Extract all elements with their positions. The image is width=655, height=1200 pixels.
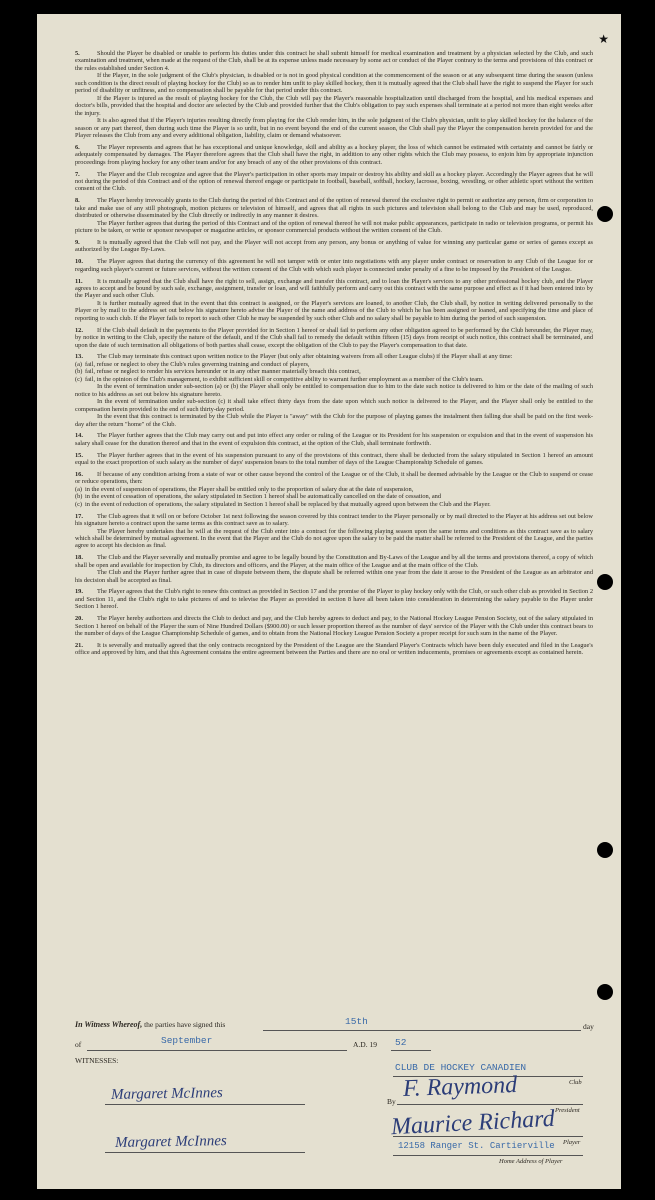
clause-text: The Player agrees that during the currency of this agreement he will not tamper with or enter into negotiations with any player under contract or reservation to any Club of the League for or regarding such player's current or future services, without the written consent of the Club with which such player is connected under penalty of a fine to be imposed by the President of the League. [75, 258, 593, 273]
clause-section [75, 327, 593, 349]
clause-number: 7. [75, 170, 80, 178]
clause-paragraph [75, 642, 593, 657]
year-value: 52 [395, 1037, 407, 1048]
clause-paragraph [75, 197, 593, 219]
clause-text: It is mutually agreed that the Club shall have the right to sell, assign, exchange and transfer this contract, and to loan the Player's services to any other professional hockey club, and the Player agrees to accept and be bound by such sale, exchange, assignment, transfer or loan, and will faithfully perform and carry out this contract with the same purpose and effect as if it had been entered into by the Player and such other Club. [75, 277, 593, 300]
clause-paragraph [75, 50, 593, 72]
clause-section [75, 471, 593, 508]
witnesses-label: WITNESSES: [75, 1056, 119, 1065]
clause-paragraph [75, 327, 593, 349]
subitem-label: (c) [75, 375, 83, 383]
subitem-text: fail, refuse or neglect to obey the Club's rules governing training and conduct of players, [85, 360, 310, 368]
clause-paragraph: In the event that this contract is terminated by the Club while the Player is "away" with the Club for the purpose of playing games the instalment then falling due shall be paid on the first week-day after the return "home" of the Club. [75, 413, 593, 428]
clause-paragraph [75, 72, 593, 94]
president-signature: F. Raymond [402, 1072, 518, 1102]
clause-text: It is mutually agreed that the Club will not pay, and the Player will not accept from any person, any bonus or anything of value for winning any particular game or series of games except as authorized by the League By-Laws. [75, 238, 593, 254]
star-mark: ★ [598, 32, 609, 46]
clause-section [75, 615, 593, 637]
clause-section [75, 432, 593, 447]
president-label: President [555, 1107, 580, 1114]
month-rule [87, 1050, 347, 1051]
subitem-label: (c) [75, 500, 83, 508]
punch-hole [597, 206, 613, 222]
clause-paragraph [75, 353, 593, 360]
clause-paragraph [75, 258, 593, 273]
clause-text: The Player further agrees that in the event of his suspension pursuant to any of the provisions of this contract, there shall be deducted from the salary stipulated in Section 1 hereof an amount equal to the exact proportion of such salary as the number of days' suspension bears to the total number of days of the League Championship Schedule of games. [75, 451, 593, 467]
clause-section [75, 258, 593, 273]
clause-section [75, 452, 593, 467]
punch-hole [597, 842, 613, 858]
clause-text: The Player represents and agrees that he has exceptional and unique knowledge, skill and ability as a hockey player, the loss of which cannot be estimated with certainty and cannot be fairly or adequately compensated by damages. The Player therefore agrees that the Club shall have the right, in addition to any other rights which the Club may possess, to enjoin him by appropriate injunction proceedings from playing hockey for any other team and/or for any breach of any of the other provisions of this contract. [75, 143, 593, 166]
year-rule [391, 1050, 431, 1051]
day-value: 15th [345, 1016, 368, 1027]
clause-paragraph [75, 588, 593, 610]
witness-rule-2 [105, 1152, 305, 1153]
witness-signature-2: Margaret McInnes [114, 1133, 227, 1151]
day-label: day [583, 1022, 594, 1031]
clause-text: The Player hereby irrevocably grants to the Club during the period of this Contract and of the option of renewal thereof the exclusive right to permit or authorize any person, firm or corporation to take and make use of any still photograph, motion pictures or television of himself, and agrees that all rights in such pictures and television shall belong to the Club and may be used, reproduced, distributed or otherwise disseminated by the Club directly or indirectly in any manner it desires. [75, 197, 593, 220]
clause-number: 18. [75, 554, 83, 562]
clause-paragraph [75, 452, 593, 467]
subitem-label: (b) [75, 493, 83, 501]
subitem-text: in the event of suspension of operations, the Player shall be entitled only to the proportion of salary due at the date of suspension, [85, 485, 414, 493]
clause-number: 20. [75, 615, 83, 623]
clause-paragraph [75, 171, 593, 193]
clause-text: If the Player is injured as the result of playing hockey for the Club, the Club will pay the Player's reasonable hospitalization until discharged from the hospital, and his medical expenses and doctor's bills, provided that the hospital and doctor are selected by the Club and provided further that the Club's obligation to pay such expenses shall terminate at a period not more than eight weeks after the injury. [75, 94, 593, 117]
clause-number: 14. [75, 432, 83, 440]
clause-section [75, 50, 593, 139]
punch-hole [597, 574, 613, 590]
clause-section [75, 554, 593, 584]
clause-subitem [75, 376, 593, 383]
clause-section [75, 353, 593, 428]
club-label: Club [569, 1079, 582, 1086]
clause-text: The Player further agrees that the Club may carry out and put into effect any order or ruling of the League or its President for his suspension or expulsion and that in the event of suspension his salary shall cease for the duration thereof and that in the event of expulsion this contract, at the option of the Club, shall terminate forthwith. [75, 432, 593, 447]
witness-rule-1 [105, 1104, 305, 1105]
subitem-text: in the event of reduction of operations, the salary stipulated in Section 1 hereof shall be replaced by that mutually agreed upon between the Club and the Player. [85, 500, 491, 508]
clause-text: The Player and the Club recognize and agree that the Player's participation in other sports may impair or destroy his ability and skill as a hockey player. Accordingly the Player agrees that he will not during the period of this Contract and of the option of renewal thereof engage or participate in football, baseball, softball, hockey, lacrosse, boxing, wrestling, or other athletic sport without the written consent of the Club. [75, 170, 593, 193]
clause-text: It is severally and mutually agreed that the only contracts recognized by the President of the League are the Standard Player's Contracts which have been duly executed and filed in the League's office and approved by him, and that this Agreement contains the entire agreement between the Parties and there are no oral or written inducements, promises or agreements except as contained herein. [75, 641, 593, 657]
subitem-text: fail, in the opinion of the Club's management, to exhibit sufficient skill or competitive ability to warrant further employment as a member of the Club's team. [85, 375, 484, 383]
clause-paragraph [75, 432, 593, 447]
clause-section [75, 588, 593, 610]
clause-section [75, 513, 593, 550]
clause-text: The Player further agrees that during the period of this Contract and of the option of renewal thereof he will not make public appearances, participate in radio or television programs, or permit his picture to be taken, or write or sponsor newspaper or magazine articles, or sponsor commercial products without the written consent of the Club. [75, 219, 593, 235]
clause-number: 11. [75, 277, 83, 285]
address-value: 12158 Ranger St. Cartierville [398, 1141, 555, 1151]
clause-paragraph [75, 239, 593, 254]
clause-text: The Club may terminate this contract upon written notice to the Player (but only after obtaining waivers from all other League clubs) if the Player shall at any time: [97, 353, 513, 361]
of-label: of [75, 1040, 82, 1049]
day-rule [263, 1030, 581, 1031]
contract-clauses [75, 50, 593, 657]
clause-text: The Player hereby undertakes that he will at the request of the Club enter into a contract for the following playing season upon the same terms and conditions as this contract save as to salary which shall be determined by mutual agreement. In the event that the Player and the Club do not agree upon the salary to be paid the matter shall be referred to the President of the League, and the parties agree to accept his decision as final. [75, 527, 593, 550]
clause-text: The Club and the Player severally and mutually promise and agree to be legally bound by the Constitution and By-Laws of the League and by all the terms and provisions thereof, a copy of which shall be open and available for inspection by Club, its directors and officers, and the Player, at the main office of the League and at the main office of the Club. [75, 554, 593, 569]
clause-section [75, 171, 593, 193]
clause-paragraph [75, 528, 593, 550]
subitem-label: (a) [75, 485, 83, 493]
clause-subitem [75, 368, 593, 375]
clause-subitem [75, 493, 593, 500]
clause-number: 19. [75, 588, 83, 596]
clause-number: 12. [75, 326, 83, 334]
clause-section [75, 239, 593, 254]
clause-text: If because of any condition arising from a state of war or other cause beyond the control of the League or of the Club, it shall be deemed advisable by the League or the Club to suspend or cease or reduce operations, then: [75, 470, 593, 486]
clause-number: 21. [75, 641, 83, 649]
clause-number: 13. [75, 353, 83, 361]
witness-line [75, 1020, 595, 1029]
club-value: CLUB DE HOCKEY CANADIEN [395, 1062, 527, 1073]
punch-hole [597, 984, 613, 1000]
clause-paragraph [75, 144, 593, 166]
clause-section [75, 278, 593, 323]
clause-text: It is also agreed that if the Player's injuries resulting directly from playing for the Club render him, in the sole judgment of the Club's physician, unfit to play skilled hockey for the balance of the season or any part thereof, then during such time the Player is so unfit, but in no event beyond the end of the current season, the Club shall pay the Player the compensation herein provided for and the Player releases the Club from any and every additional obligation, liability, claim or demand whatsoever. [75, 117, 593, 139]
subitem-label: (a) [75, 360, 83, 368]
clause-number: 16. [75, 470, 83, 478]
clause-text: The Club agrees that it will on or before October 1st next following the season covered by this contract tender to the Player personally or by mail directed to the Player at his address set out below his signature hereto a contract upon the same terms as this contract save as to salary. [75, 512, 593, 528]
clause-paragraph [75, 117, 593, 139]
signature-block [75, 1018, 593, 1189]
clause-section [75, 144, 593, 166]
clause-paragraph [75, 300, 593, 322]
clause-paragraph: In the event of termination under sub-section (c) it shall take effect thirty days from the date upon which such notice is delivered to the Player, and the Player shall only be entitled to the compensation herein provided to the end of such thirty-day period. [75, 398, 593, 413]
witness-signature-1: Margaret McInnes [110, 1085, 223, 1103]
clause-paragraph [75, 471, 593, 486]
player-label: Player [563, 1139, 581, 1146]
clause-paragraph [75, 569, 593, 584]
contract-page [37, 14, 621, 1189]
clause-section [75, 642, 593, 657]
clause-text: The Player hereby authorizes and directs the Club to deduct and pay, and the Club hereby agrees to deduct and pay, to the National Hockey League Pension Society, out of the salary stipulated in Section 1 hereof on behalf of the Player the sum of Nine Hundred Dollars ($900.00) or such lesser proportion thereof as the number of days' service of the Player with the Club under this contract bears to the number of days of the League Championship Schedule of games, and to obtain from the National Hockey League Pension Society a proper receipt for such sum in the name of the Player. [75, 615, 593, 638]
clause-number: 9. [75, 238, 80, 246]
witness-phrase: In Witness Whereof, [75, 1020, 143, 1029]
ad-label: A.D. 19 [353, 1040, 377, 1049]
clause-text: If the Player, in the sole judgment of the Club's physician, is disabled or is not in good physical condition at the commencement of the season or at any subsequent time during the season (unless such condition is the direct result of playing hockey for the Club) so as to render him unfit to play skilled hockey, then it is mutually agreed that the Club shall have the right to suspend the Player for such period of disability or unfitness, and no compensation shall be payable for that period under this contract. [75, 72, 593, 95]
subitem-text: in the event of cessation of operations, the salary stipulated in Section 1 hereof shall be automatically cancelled on the date of cessation, and [85, 493, 442, 501]
address-rule [393, 1155, 583, 1156]
clause-text: If the Club shall default in the payments to the Player provided for in Section 1 hereof or shall fail to perform any other obligation agreed to be performed by the Club hereunder, the Player may, by notice in writing to the Club, specify the nature of the default, and if the Club shall fail to remedy the default within fifteen (15) days from receipt of such notice, this contract shall be terminated, and upon the date of such termination all obligations of both parties shall cease, except the obligation of the Club to pay the Player's compensation to that date. [75, 326, 593, 349]
clause-number: 17. [75, 512, 83, 520]
clause-number: 8. [75, 197, 80, 205]
clause-number: 5. [75, 50, 80, 57]
clause-subitem [75, 361, 593, 368]
clause-subitem [75, 486, 593, 493]
clause-paragraph [75, 95, 593, 117]
player-signature: Maurice Richard [390, 1105, 556, 1141]
clause-number: 6. [75, 143, 80, 151]
clause-paragraph [75, 220, 593, 235]
address-label: Home Address of Player [499, 1158, 563, 1165]
president-rule [397, 1104, 583, 1105]
clause-text: It is further mutually agreed that in the event that this contract is assigned, or the Player's services are loaned, to another Club, the Club shall, by notice in writing delivered personally to the Player or by mail to the address set out below his signature hereto advise the Player of the name and address of the Club to which he has been assigned or loaned, and specifying the time and place of reporting to such club. If the Player fails to report to such other Club he may be suspended by such other Club and no salary shall be payable to him during the period of such suspension. [75, 299, 593, 322]
clause-subitem [75, 501, 593, 508]
clause-paragraph [75, 554, 593, 569]
witness-text: the parties have signed this [144, 1020, 226, 1029]
clause-number: 10. [75, 258, 83, 266]
clause-paragraph [75, 278, 593, 300]
month-value: September [161, 1035, 213, 1046]
subitem-label: (b) [75, 368, 83, 376]
clause-section [75, 197, 593, 234]
clause-text: The Player agrees that the Club's right to renew this contract as provided in Section 17 and the promise of the Player to play hockey only with the Club, or such other club as provided in Section 2 and Section 11, and the Club's right to take pictures of and to televise the Player as provided in section 8 have all been taken into consideration in determining the salary payable to the Player under Section 1 hereof. [75, 588, 593, 611]
player-rule [393, 1136, 583, 1137]
clause-paragraph [75, 615, 593, 637]
subitem-text: fail, refuse or neglect to render his services hereunder or in any other manner materially breach this contract, [85, 368, 361, 376]
clause-number: 15. [75, 451, 83, 459]
by-label: By [387, 1097, 396, 1106]
clause-text: Should the Player be disabled or unable to perform his duties under this contract he shall submit himself for medical examination and treatment by a physician selected by the Club, and such examination and treatment, when made at the request of the Club, shall be at its expense unless made necessary by some act or conduct of the Player contrary to the terms and provisions of this contract or the rules established under Section 4. [75, 50, 593, 72]
clause-paragraph: In the event of termination under sub-section (a) or (b) the Player shall only be entitled to compensation due to him to the date such notice is delivered to him or the date of the mailing of such notice to his address as set out below his signature hereto. [75, 383, 593, 398]
clause-text: The Club and the Player further agree that in case of dispute between them, the dispute shall be referred within one year from the date it arose to the President of the League as an arbitrator and his decision shall be accepted as final. [75, 569, 593, 584]
clause-paragraph [75, 513, 593, 528]
